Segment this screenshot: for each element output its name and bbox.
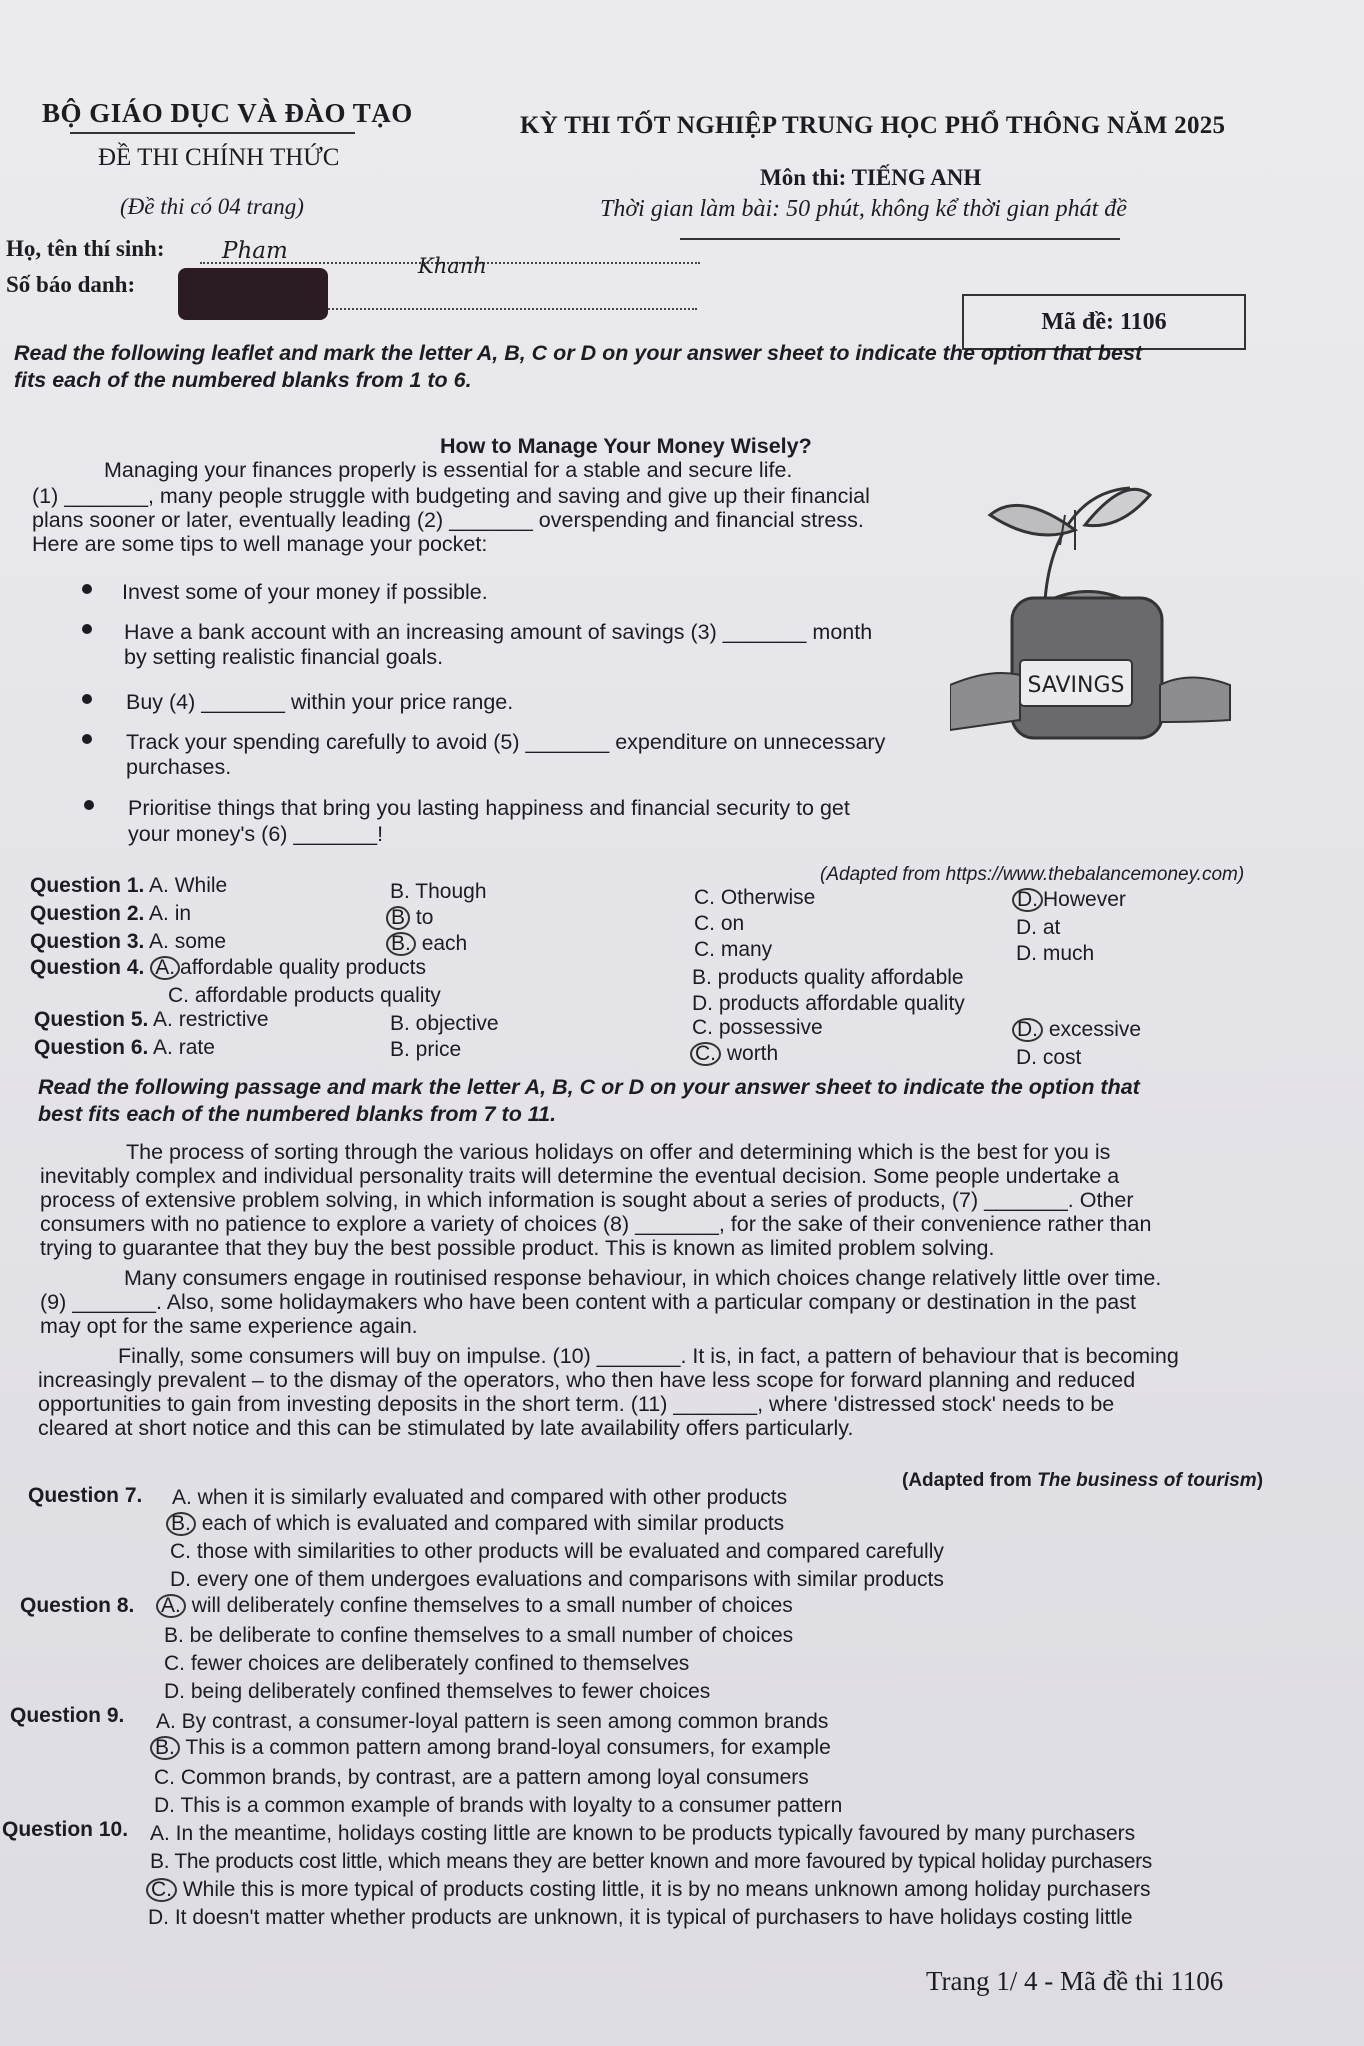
q5-row: Question 5. A. restrictive xyxy=(34,1008,269,1031)
q4-option-b[interactable]: B. products quality affordable xyxy=(692,966,964,989)
tip-2-line1: Have a bank account with an increasing amount of savings (3) _______ month xyxy=(124,620,873,644)
q9-option-d[interactable]: D. This is a common example of brands with loyalty to a consumer pattern xyxy=(154,1794,843,1817)
q3-option-a[interactable]: A. some xyxy=(149,930,227,953)
candidate-id-dots xyxy=(325,308,697,310)
q7-option-a[interactable]: A. when it is similarly evaluated and compared with other products xyxy=(172,1486,788,1509)
q2-option-c[interactable]: C. on xyxy=(694,912,745,935)
q1-row: Question 1. A. While xyxy=(30,874,228,897)
candidate-id-label: Số báo danh: xyxy=(6,272,136,297)
section2-instruction xyxy=(38,1074,1358,1128)
q9-row: Question 9. xyxy=(10,1704,125,1727)
passage-line-12: cleared at short notice and this can be stimulated by late availability offers particularly. xyxy=(38,1416,854,1440)
section1-instruction xyxy=(14,340,1354,394)
section2-instruction-line1: Read the following passage and mark the letter A, B, C or D on your answer sheet to indicate the option that xyxy=(38,1075,1140,1099)
answer-circle: B. xyxy=(166,1512,196,1536)
passage-line-3: process of extensive problem solving, in which information is sought about a series of products, (7) _______. Other xyxy=(40,1188,1134,1212)
savings-label: SAVINGS xyxy=(1027,673,1125,698)
tip-3: Buy (4) _______ within your price range. xyxy=(126,690,514,714)
exam-time: Thời gian làm bài: 50 phút, không kể thời gian phát đề xyxy=(600,196,1127,222)
candidate-name-handwritten-2: Khanh xyxy=(418,254,487,278)
q8-option-b[interactable]: B. be deliberate to confine themselves to a small number of choices xyxy=(164,1624,794,1647)
q2-option-d[interactable]: D. at xyxy=(1016,916,1061,939)
tip-2-line2: by setting realistic financial goals. xyxy=(124,645,444,669)
q8-row: Question 8. xyxy=(20,1594,135,1617)
q3-option-c[interactable]: C. many xyxy=(694,938,773,961)
section2-instruction-line2: best fits each of the numbered blanks from 7 to 11. xyxy=(38,1102,557,1126)
q3-option-b[interactable]: B. each xyxy=(386,932,467,956)
q7-option-b[interactable]: B. each of which is evaluated and compared with similar products xyxy=(166,1512,784,1536)
tip-4-line1: Track your spending carefully to avoid (5) _______ expenditure on unnecessary xyxy=(126,730,886,754)
q6-option-d[interactable]: D. cost xyxy=(1016,1046,1082,1069)
q6-option-b[interactable]: B. price xyxy=(390,1038,462,1061)
q6-option-c[interactable]: C. worth xyxy=(690,1042,778,1066)
passage-line-1: The process of sorting through the various holidays on offer and determining which is the best for you is xyxy=(126,1140,1111,1164)
q2-row: Question 2. A. in xyxy=(30,902,192,925)
answer-circle: C. xyxy=(146,1878,177,1902)
q5-option-d[interactable]: D. excessive xyxy=(1012,1018,1141,1042)
answer-circle: B. xyxy=(150,1736,180,1760)
q9-option-b[interactable]: B. This is a common pattern among brand-loyal consumers, for example xyxy=(150,1736,831,1760)
section1-instruction-line1: Read the following leaflet and mark the letter A, B, C or D on your answer sheet to indicate the option that best xyxy=(14,341,1143,365)
q3-row: Question 3. A. some xyxy=(30,930,227,953)
q1-option-a[interactable]: A. While xyxy=(149,874,228,897)
answer-circle: B. xyxy=(386,932,416,956)
q10-option-a[interactable]: A. In the meantime, holidays costing little are known to be products typically favoured by many purchasers xyxy=(150,1822,1136,1845)
answer-circle: A. xyxy=(150,956,180,980)
passage-source: (Adapted from The business of tourism) xyxy=(902,1470,1264,1491)
passage-line-9: Finally, some consumers will buy on impulse. (10) _______. It is, in fact, a pattern of behaviour that is becoming xyxy=(118,1344,1179,1368)
q9-option-a[interactable]: A. By contrast, a consumer-loyal pattern is seen among common brands xyxy=(156,1710,829,1733)
q3-option-d[interactable]: D. much xyxy=(1016,942,1095,965)
q7-row: Question 7. xyxy=(28,1484,143,1507)
passage-line-7: (9) _______. Also, some holidaymakers who have been content with a particular company or destination in the past xyxy=(40,1290,1136,1314)
q8-option-c[interactable]: C. fewer choices are deliberately confined to themselves xyxy=(164,1652,690,1675)
q6-row: Question 6. A. rate xyxy=(34,1036,215,1059)
leaflet-para-line1: Managing your finances properly is essential for a stable and secure life. xyxy=(104,458,793,482)
q1-option-d[interactable]: D. However xyxy=(1012,888,1126,912)
q7-option-d[interactable]: D. every one of them undergoes evaluations and comparisons with similar products xyxy=(170,1568,944,1591)
tip-5-line2: your money's (6) _______! xyxy=(128,822,384,846)
tip-1: Invest some of your money if possible. xyxy=(122,580,488,604)
q1-option-c[interactable]: C. Otherwise xyxy=(694,886,816,909)
time-underline xyxy=(680,238,1120,240)
q5-option-b[interactable]: B. objective xyxy=(390,1012,499,1035)
passage-line-2: inevitably complex and individual personality traits will determine the eventual decision. Some people undertake a xyxy=(40,1164,1120,1188)
q6-option-a[interactable]: A. rate xyxy=(153,1036,215,1059)
exam-title: KỲ THI TỐT NGHIỆP TRUNG HỌC PHỔ THÔNG NĂM 2025 xyxy=(520,112,1226,139)
leaflet-para-line4: Here are some tips to well manage your pocket: xyxy=(32,532,488,556)
answer-circle: A. xyxy=(156,1594,186,1618)
q7-option-c[interactable]: C. those with similarities to other products will be evaluated and compared carefully xyxy=(170,1540,944,1563)
tip-5-line1: Prioritise things that bring you lasting happiness and financial security to get xyxy=(128,796,850,820)
q8-option-d[interactable]: D. being deliberately confined themselves to fewer choices xyxy=(164,1680,711,1703)
q4-option-c[interactable]: C. affordable products quality xyxy=(168,984,441,1007)
ministry-name: BỘ GIÁO DỤC VÀ ĐÀO TẠO xyxy=(42,98,413,128)
leaflet-para-line3: plans sooner or later, eventually leading (2) _______ overspending and financial stress. xyxy=(32,508,864,532)
tip-4-line2: purchases. xyxy=(126,755,232,779)
bullet-dot xyxy=(82,584,92,594)
official-exam-label: ĐỀ THI CHÍNH THỨC xyxy=(98,144,340,171)
q10-option-c[interactable]: C. While this is more typical of products costing little, it is by no means unknown among holiday purchasers xyxy=(146,1878,1150,1902)
q10-option-d[interactable]: D. It doesn't matter whether products are unknown, it is typical of purchasers to have holidays costing little xyxy=(148,1906,1133,1929)
q9-option-c[interactable]: C. Common brands, by contrast, are a pattern among loyal consumers xyxy=(154,1766,809,1789)
page-count-note: (Đề thi có 04 trang) xyxy=(120,194,304,219)
passage-line-10: increasingly prevalent – to the dismay of the operators, who then have less scope for forward planning and reduced xyxy=(38,1368,1136,1392)
q8-option-a[interactable]: A. will deliberately confine themselves to a small number of choices xyxy=(156,1594,793,1618)
q5-option-c[interactable]: C. possessive xyxy=(692,1016,823,1039)
redacted-candidate-id xyxy=(178,268,328,320)
ministry-underline xyxy=(70,132,355,134)
q4-row: Question 4. A. affordable quality products xyxy=(30,956,426,979)
q4-option-a[interactable]: affordable quality products xyxy=(180,956,426,979)
passage-line-11: opportunities to gain from investing deposits in the short term. (11) _______, where 'distressed stock' needs to be xyxy=(38,1392,1115,1416)
q2-option-b[interactable]: B to xyxy=(386,906,433,930)
passage-line-8: may opt for the same experience again. xyxy=(40,1314,418,1338)
answer-circle: D. xyxy=(1012,888,1043,912)
q10-row: Question 10. xyxy=(2,1818,129,1841)
leaflet-source: (Adapted from https://www.thebalancemoney.com) xyxy=(820,864,1245,885)
q10-option-b[interactable]: B. The products cost little, which means they are better known and more favoured by typical holiday purchasers xyxy=(150,1850,1152,1873)
answer-circle: B xyxy=(386,906,410,930)
section1-instruction-line2: fits each of the numbered blanks from 1 to 6. xyxy=(14,368,472,392)
answer-circle: D. xyxy=(1012,1018,1043,1042)
bullet-dot xyxy=(84,800,94,810)
bullet-dot xyxy=(82,694,92,704)
exam-subject: Môn thi: TIẾNG ANH xyxy=(760,165,982,190)
candidate-name-handwritten-1: Pham xyxy=(222,238,288,264)
passage-line-6: Many consumers engage in routinised response behaviour, in which choices change relatively little over time. xyxy=(124,1266,1162,1290)
q5-option-a[interactable]: A. restrictive xyxy=(153,1008,269,1031)
exam-code: Mã đề: 1106 xyxy=(1041,309,1167,335)
leaflet-para-line2: (1) _______, many people struggle with budgeting and saving and give up their financial xyxy=(32,484,870,508)
q4-option-d[interactable]: D. products affordable quality xyxy=(692,992,965,1015)
q1-option-b[interactable]: B. Though xyxy=(390,880,487,903)
bullet-dot xyxy=(82,734,92,744)
answer-circle: C. xyxy=(690,1042,721,1066)
q2-option-a[interactable]: A. in xyxy=(149,902,192,925)
bullet-dot xyxy=(82,624,92,634)
candidate-name-label: Họ, tên thí sinh: xyxy=(6,236,165,261)
passage-line-5: trying to guarantee that they buy the best possible product. This is known as limited problem solving. xyxy=(40,1236,995,1260)
savings-jar-illustration xyxy=(950,470,1240,770)
page-footer: Trang 1/ 4 - Mã đề thi 1106 xyxy=(926,1966,1224,1996)
passage-line-4: consumers with no patience to explore a variety of choices (8) _______, for the sake of their convenience rather than xyxy=(40,1212,1152,1236)
leaflet-title: How to Manage Your Money Wisely? xyxy=(440,434,812,458)
